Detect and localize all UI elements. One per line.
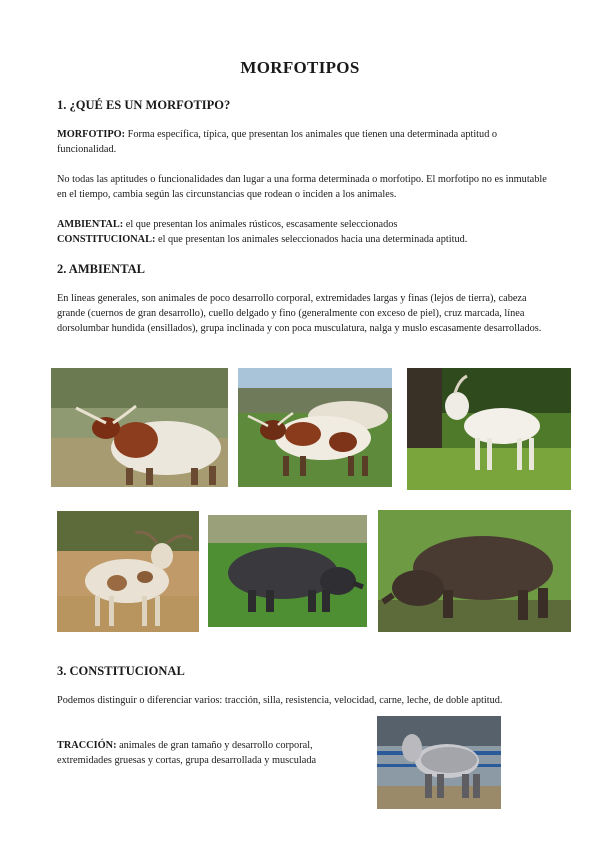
- constitucional-intro: Podemos distinguir o diferenciar varios: tracción, silla, resistencia, velocidad, carne, leche, de doble aptitud.: [57, 695, 503, 706]
- ambiental-description: En líneas generales, son animales de poco desarrollo corporal, extremidades largas y finas (lejos de tierra), cabeza grande (cuernos de gran desarrollo), cuello delgado y fino (generalmente con exceso de piel), cruz marcada, línea dorsolumbar hundida (ensillados), grupa inclinada y con poca musculatura, nalga y muslo escasamente desarrollados.: [57, 293, 542, 334]
- constitucional-term: CONSTITUCIONAL:: [57, 234, 156, 245]
- cow-photo-2: [238, 368, 392, 487]
- section2-heading: 2. AMBIENTAL: [57, 262, 145, 276]
- traccion-line1: animales de gran tamaño y desarrollo corporal,: [116, 740, 313, 751]
- definition-term: MORFOTIPO:: [57, 129, 126, 140]
- constitucional-text: el que presentan los animales seleccionados hacia una determinada aptitud.: [155, 234, 468, 245]
- goat-photo-spotted: [57, 511, 199, 632]
- pig-photo-black: [208, 515, 367, 627]
- page-title: MORFOTIPOS: [240, 58, 360, 77]
- ambiental-term: AMBIENTAL:: [57, 219, 124, 230]
- definition-text: Forma específica, típica, que presentan los animales que tienen una determinada aptitud o funcionalidad.: [57, 129, 498, 155]
- types-paragraph: [57, 217, 547, 247]
- cow-photo-1: [51, 368, 228, 487]
- ambiental-text: el que presentan los animales rústicos, escasamente seleccionados: [123, 219, 398, 230]
- section1-heading: 1. ¿QUÉ ES UN MORFOTIPO?: [57, 98, 231, 112]
- paragraph-mutability: No todas las aptitudes o funcionalidades dan lugar a una forma determinada o morfotipo. El morfotipo no es inmutable en el tiempo, cambia según las circunstancias que rodean o inciden a los animales.: [57, 174, 547, 200]
- pig-photo-iberian: [378, 510, 571, 632]
- traccion-line2: extremidades gruesas y cortas, grupa desarrollada y musculada: [57, 755, 317, 766]
- goat-photo-white: [407, 368, 571, 490]
- traccion-paragraph: [57, 738, 367, 768]
- traccion-term: TRACCIÓN:: [57, 740, 117, 751]
- horse-photo-draft: [377, 716, 501, 809]
- section3-heading: 3. CONSTITUCIONAL: [57, 664, 185, 678]
- definition-paragraph: [57, 127, 547, 157]
